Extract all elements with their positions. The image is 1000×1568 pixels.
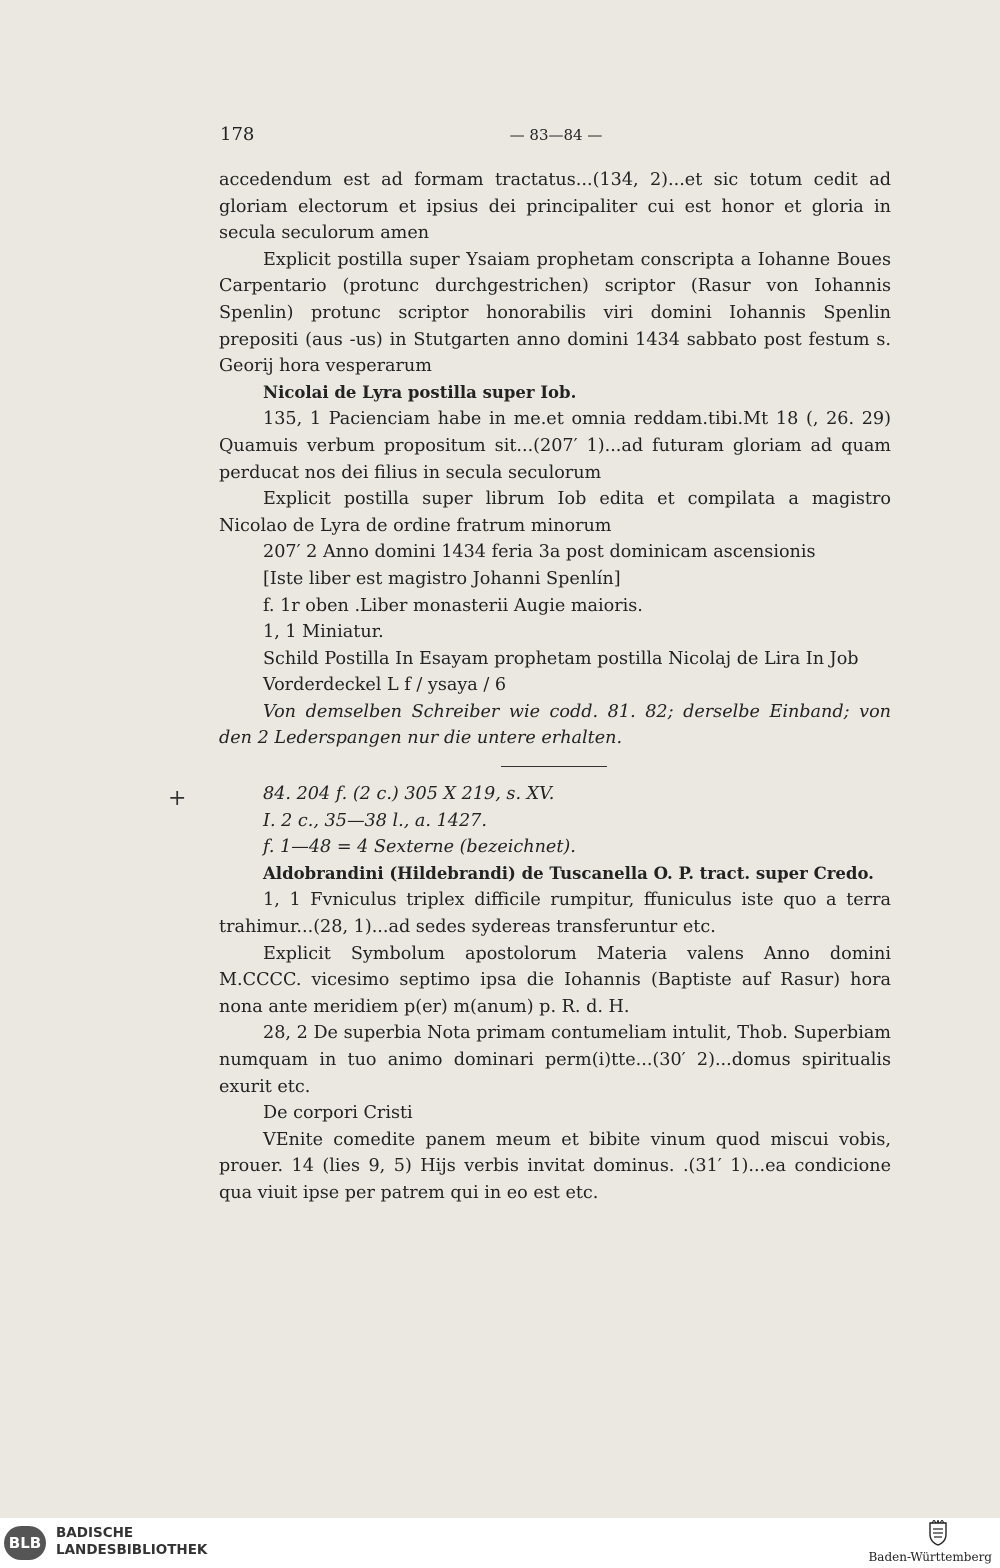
- paragraph: Schild Postilla In Esayam prophetam postilla Nicolaj de Lira In Job: [263, 648, 859, 669]
- paragraph: accedendum est ad formam tractatus...(134, 2)...et sic totum cedit ad gloriam electorum et ipsius dei principaliter cui est honor et gloria in secula seculorum amen: [219, 170, 891, 244]
- paragraph: f. 1—48 = 4 Sexterne (bezeichnet).: [263, 837, 576, 858]
- paragraph: I. 2 c., 35—38 l., a. 1427.: [263, 810, 487, 831]
- paragraph: Explicit Symbolum apostolorum Materia valens Anno domini M.CCCC. vicesimo septimo ipsa die Iohannis (Baptiste auf Rasur) hora nona ante meridiem p(er) m(anum) p. R. d. H.: [219, 943, 891, 1017]
- page-number: 178: [220, 124, 255, 145]
- entry-heading: 84. 204 f. (2 c.) 305 X 219, s. XV.: [263, 784, 555, 805]
- section-heading: Aldobrandini (Hildebrandi) de Tuscanella O. P. tract. super Credo.: [263, 863, 874, 883]
- paragraph: 28, 2 De superbia Nota primam contumeliam intulit, Thob. Superbiam numquam in tuo animo dominari perm(i)tte...(30′ 2)...domus spiritualis exurit etc.: [219, 1023, 891, 1097]
- paragraph: Vorderdeckel L f / ysaya / 6: [263, 675, 507, 696]
- library-name-line2: LANDESBIBLIOTHEK: [56, 1542, 208, 1558]
- paragraph: [Iste liber est magistro Johanni Spenlín]: [263, 568, 621, 589]
- paragraph: Explicit postilla super Ysaiam prophetam conscripta a Iohanne Boues Carpentario (protunc durchgestrichen) scriptor (Rasur von Iohannis Spenlin) protunc scriptor honorabilis viri domini Iohannis Spenlin prepositi (aus -us) in Stutgarten anno domini 1434 sabbato post festum s. Georij hora vesperarum: [219, 249, 891, 377]
- page-body: [219, 167, 891, 1207]
- running-head: — 83—84 —: [509, 126, 603, 144]
- paragraph: Explicit postilla super librum Iob edita et compilata a magistro Nicolao de Lyra de ordine fratrum minorum: [219, 489, 891, 536]
- paragraph: 1, 1 Miniatur.: [263, 622, 384, 643]
- margin-mark: +: [168, 786, 187, 811]
- paragraph: 1, 1 Fvniculus triplex difficile rumpitur, ffuniculus iste quo a terra trahimur...(28, 1)...ad sedes sydereas transferuntur etc.: [219, 890, 891, 938]
- state-label: Baden-Württemberg: [868, 1550, 992, 1564]
- paragraph: 207′ 2 Anno domini 1434 feria 3a post dominicam ascensionis: [263, 542, 816, 563]
- footer-bar: [0, 1518, 1000, 1568]
- paragraph: VEnite comedite panem meum et bibite vinum quod miscui vobis, prouer. 14 (lies 9, 5) Hijs verbis invitat dominus. .(31′ 1)...ea condicione qua viuit ipse per patrem qui in eo est etc.: [219, 1129, 891, 1203]
- library-name[interactable]: [56, 1525, 207, 1559]
- paragraph: 135, 1 Pacienciam habe in me.et omnia reddam.tibi.Mt 18 (, 26. 29) Quamuis verbum propositum sit...(207′ 1)...ad futuram gloriam ad quam perducat nos dei filius in secula seculorum: [219, 409, 891, 483]
- library-logo[interactable]: BLB: [4, 1526, 46, 1560]
- paragraph: De corpori Cristi: [263, 1103, 413, 1124]
- coat-of-arms-icon: [928, 1520, 948, 1546]
- library-name-line1: BADISCHE: [56, 1525, 134, 1541]
- paragraph: f. 1r oben .Liber monasterii Augie maioris.: [263, 595, 643, 616]
- section-heading: Nicolai de Lyra postilla super Iob.: [263, 382, 577, 402]
- paragraph: Von demselben Schreiber wie codd. 81. 82; derselbe Einband; von den 2 Lederspangen nur die untere erhalten.: [219, 701, 891, 749]
- section-divider: [501, 766, 607, 767]
- page-header: [220, 124, 892, 148]
